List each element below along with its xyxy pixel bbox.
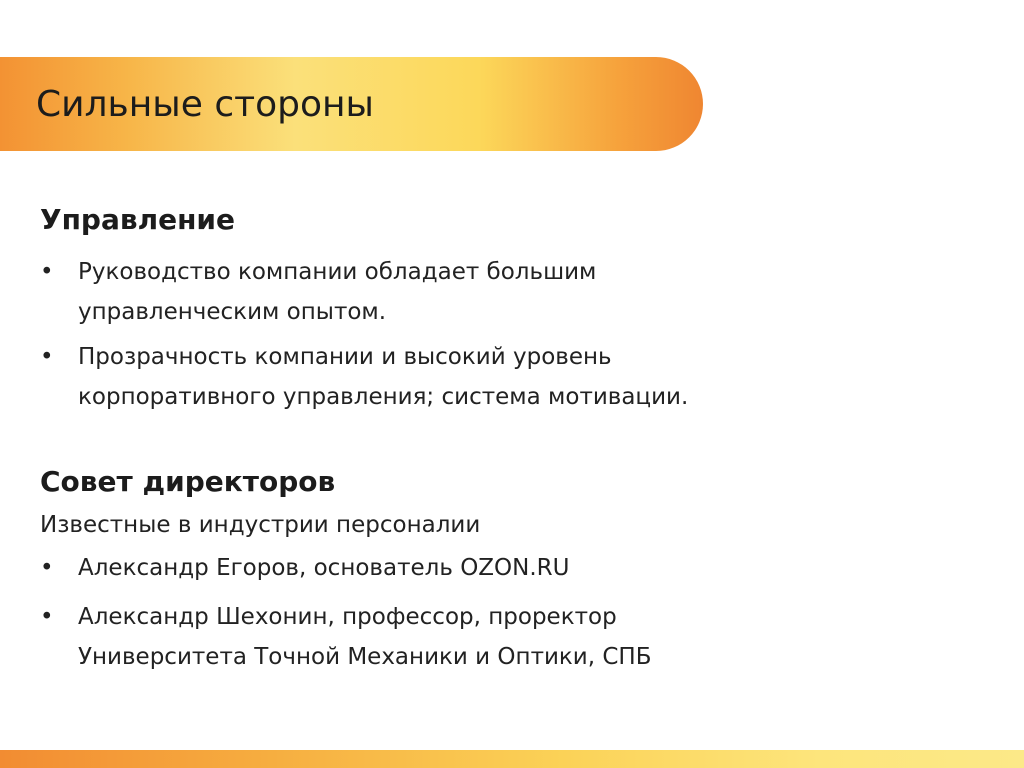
section-heading-board: Совет директоров	[40, 465, 336, 498]
bullet-text: Прозрачность компании и высокий уровень корпоративного управления; система мотивации.	[78, 344, 689, 410]
footer-stripe	[0, 750, 1024, 768]
bullet-text: Руководство компании обладает большим управленческим опытом.	[78, 259, 597, 325]
list-item	[40, 548, 940, 588]
slide-title: Сильные стороны	[36, 84, 374, 125]
section-subtitle: Известные в индустрии персоналии	[40, 512, 481, 538]
list-item	[40, 597, 940, 677]
bullet-icon: •	[40, 604, 54, 630]
list-item	[40, 252, 940, 332]
bullet-text: Александр Шехонин, профессор, проректор Университета Точной Механики и Оптики, СПБ	[78, 604, 652, 670]
section-heading-management: Управление	[40, 203, 236, 236]
bullet-text: Александр Егоров, основатель OZON.RU	[78, 555, 570, 581]
bullet-icon: •	[40, 555, 54, 581]
bullet-icon: •	[40, 259, 54, 285]
bullet-icon: •	[40, 344, 54, 370]
list-item	[40, 337, 940, 417]
